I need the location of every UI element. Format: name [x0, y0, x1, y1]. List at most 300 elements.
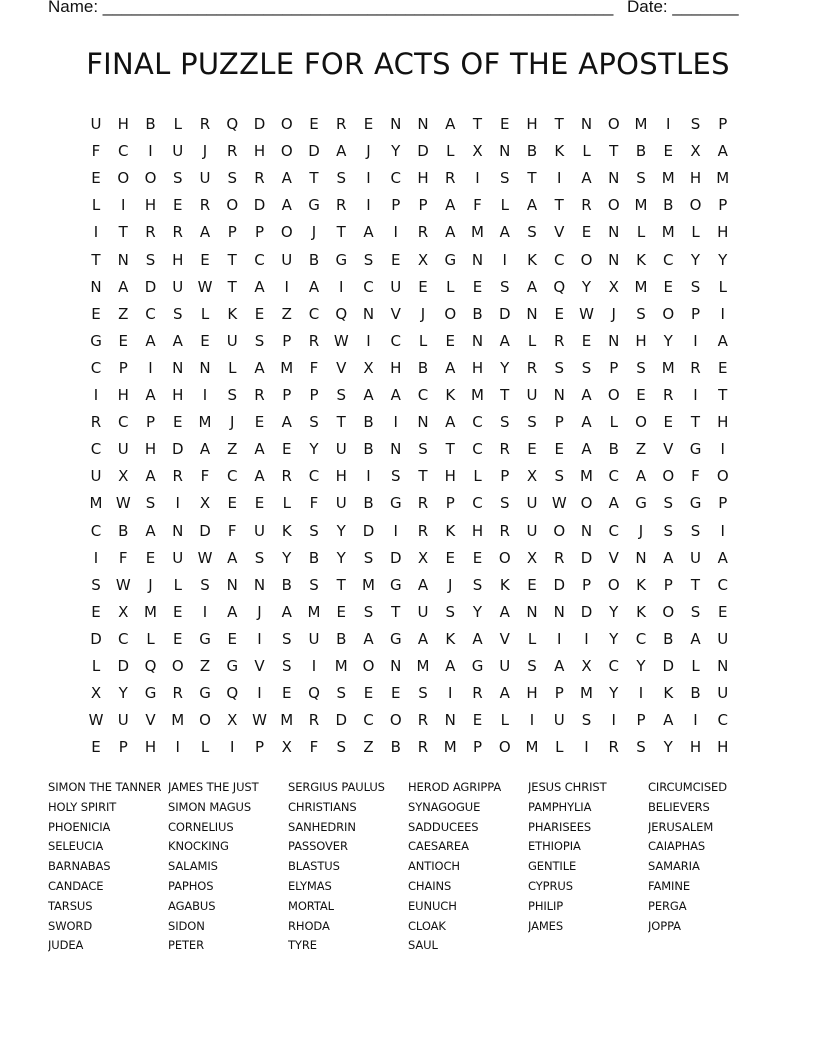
grid-letter[interactable]: A — [363, 629, 374, 648]
grid-letter[interactable]: U — [226, 331, 238, 350]
grid-letter[interactable]: Y — [609, 629, 619, 648]
grid-letter[interactable]: S — [472, 575, 483, 594]
grid-letter[interactable]: E — [173, 196, 183, 215]
grid-letter[interactable]: G — [335, 250, 348, 269]
grid-letter[interactable]: N — [553, 386, 565, 404]
grid-letter[interactable]: E — [173, 602, 183, 621]
grid-letter[interactable]: F — [91, 142, 101, 161]
grid-letter[interactable]: W — [333, 331, 349, 350]
grid-letter[interactable]: S — [663, 494, 674, 513]
grid-letter[interactable]: H — [144, 738, 157, 757]
grid-letter[interactable]: I — [175, 494, 180, 513]
grid-letter[interactable]: S — [309, 413, 319, 432]
grid-letter[interactable]: S — [200, 575, 210, 594]
grid-letter[interactable]: D — [389, 548, 402, 567]
grid-letter[interactable]: Y — [472, 602, 483, 621]
grid-letter[interactable]: O — [580, 494, 593, 513]
grid-letter[interactable]: J — [202, 142, 208, 161]
grid-letter[interactable]: U — [308, 629, 320, 648]
grid-letter[interactable]: E — [554, 304, 564, 323]
grid-letter[interactable]: N — [526, 602, 538, 621]
grid-letter[interactable]: S — [527, 223, 537, 242]
grid-letter[interactable]: A — [118, 277, 129, 296]
grid-letter[interactable]: X — [472, 142, 483, 161]
grid-letter[interactable]: I — [339, 277, 344, 296]
grid-letter[interactable]: D — [580, 548, 593, 567]
grid-letter[interactable]: O — [580, 250, 593, 269]
grid-letter[interactable]: I — [366, 169, 371, 188]
grid-letter[interactable]: L — [691, 657, 700, 675]
grid-letter[interactable]: D — [553, 575, 566, 594]
grid-letter[interactable]: R — [308, 711, 320, 730]
grid-letter[interactable]: L — [636, 223, 646, 242]
grid-letter[interactable]: R — [554, 331, 565, 350]
grid-letter[interactable]: N — [117, 250, 129, 269]
grid-letter[interactable]: B — [308, 250, 320, 269]
grid-letter[interactable]: Y — [609, 602, 619, 621]
grid-letter[interactable]: A — [308, 277, 320, 296]
grid-letter[interactable]: E — [282, 684, 292, 703]
grid-letter[interactable]: M — [634, 196, 648, 215]
grid-letter[interactable]: A — [145, 467, 156, 486]
grid-letter[interactable]: B — [608, 440, 619, 459]
grid-letter[interactable]: U — [335, 494, 347, 513]
grid-letter[interactable]: R — [172, 223, 183, 242]
grid-letter[interactable]: S — [554, 358, 565, 377]
grid-letter[interactable]: A — [145, 331, 156, 350]
grid-letter[interactable]: W — [252, 711, 267, 730]
grid-letter[interactable]: I — [720, 440, 725, 459]
grid-letter[interactable]: H — [144, 196, 157, 215]
grid-letter[interactable]: S — [281, 657, 292, 675]
grid-letter[interactable]: E — [527, 440, 537, 459]
grid-letter[interactable]: S — [390, 467, 401, 486]
grid-letter[interactable]: T — [336, 413, 346, 432]
grid-letter[interactable]: L — [555, 738, 564, 757]
grid-letter[interactable]: C — [554, 250, 565, 269]
grid-letter[interactable]: N — [253, 575, 266, 594]
grid-letter[interactable]: S — [227, 169, 238, 188]
grid-letter[interactable]: G — [308, 196, 320, 215]
grid-letter[interactable]: E — [254, 494, 265, 513]
grid-letter[interactable]: P — [609, 358, 619, 377]
grid-letter[interactable]: R — [199, 196, 211, 215]
grid-letter[interactable]: D — [308, 142, 320, 161]
grid-letter[interactable]: Q — [308, 684, 320, 703]
grid-letter[interactable]: I — [393, 413, 398, 432]
grid-letter[interactable]: L — [228, 358, 237, 377]
grid-letter[interactable]: S — [418, 684, 428, 703]
grid-letter[interactable]: U — [717, 684, 729, 703]
grid-letter[interactable]: V — [145, 711, 156, 730]
grid-letter[interactable]: R — [472, 684, 483, 703]
grid-letter[interactable]: E — [145, 548, 156, 567]
grid-letter[interactable]: N — [226, 575, 238, 594]
grid-letter[interactable]: G — [471, 657, 484, 675]
grid-letter[interactable]: O — [498, 738, 511, 757]
grid-letter[interactable]: E — [227, 494, 237, 513]
grid-letter[interactable]: I — [366, 196, 371, 215]
grid-letter[interactable]: D — [498, 304, 511, 323]
grid-letter[interactable]: E — [391, 250, 401, 269]
grid-letter[interactable]: U — [553, 711, 565, 730]
grid-letter[interactable]: A — [581, 413, 592, 432]
grid-letter[interactable]: A — [363, 386, 374, 404]
grid-letter[interactable]: E — [663, 277, 673, 296]
grid-letter[interactable]: M — [171, 711, 185, 730]
grid-letter[interactable]: T — [554, 196, 564, 215]
grid-letter[interactable]: E — [554, 440, 564, 459]
grid-letter[interactable]: D — [171, 440, 184, 459]
grid-letter[interactable]: C — [472, 413, 483, 432]
grid-letter[interactable]: R — [254, 169, 265, 188]
grid-letter[interactable]: O — [498, 548, 511, 567]
grid-letter[interactable]: P — [554, 413, 564, 432]
grid-letter[interactable]: O — [716, 467, 729, 486]
grid-letter[interactable]: C — [472, 440, 483, 459]
grid-letter[interactable]: E — [418, 277, 428, 296]
grid-letter[interactable]: Y — [690, 250, 701, 269]
grid-letter[interactable]: C — [90, 440, 102, 459]
grid-letter[interactable]: L — [418, 331, 428, 350]
grid-letter[interactable]: M — [280, 358, 294, 377]
grid-letter[interactable]: P — [118, 358, 128, 377]
grid-letter[interactable]: B — [663, 629, 674, 648]
grid-letter[interactable]: G — [444, 250, 457, 269]
grid-letter[interactable]: O — [226, 196, 239, 215]
grid-letter[interactable]: B — [308, 548, 320, 567]
grid-letter[interactable]: I — [502, 250, 507, 269]
grid-letter[interactable]: T — [418, 467, 428, 486]
grid-letter[interactable]: O — [444, 304, 457, 323]
grid-letter[interactable]: A — [581, 386, 592, 404]
grid-letter[interactable]: T — [690, 575, 701, 594]
grid-letter[interactable]: E — [91, 738, 101, 757]
grid-letter[interactable]: U — [172, 548, 184, 567]
grid-letter[interactable]: I — [202, 386, 208, 404]
grid-letter[interactable]: J — [311, 223, 317, 242]
grid-letter[interactable]: S — [254, 331, 265, 350]
grid-letter[interactable]: N — [553, 602, 565, 621]
grid-letter[interactable]: I — [257, 684, 262, 703]
grid-letter[interactable]: J — [638, 521, 644, 540]
grid-letter[interactable]: M — [661, 223, 675, 242]
grid-letter[interactable]: H — [444, 467, 456, 486]
grid-letter[interactable]: Y — [500, 358, 510, 377]
grid-letter[interactable]: Z — [281, 304, 292, 323]
grid-letter[interactable]: I — [693, 331, 698, 350]
grid-letter[interactable]: H — [526, 684, 538, 703]
grid-letter[interactable]: S — [554, 467, 565, 486]
grid-letter[interactable]: M — [634, 115, 648, 133]
grid-letter[interactable]: R — [308, 331, 320, 350]
grid-letter[interactable]: L — [446, 142, 455, 161]
grid-letter[interactable]: A — [281, 413, 292, 432]
grid-letter[interactable]: E — [718, 602, 728, 621]
grid-letter[interactable]: I — [366, 331, 371, 350]
grid-letter[interactable]: R — [608, 738, 619, 757]
grid-letter[interactable]: C — [417, 386, 429, 404]
grid-letter[interactable]: P — [718, 115, 728, 133]
grid-letter[interactable]: A — [445, 358, 456, 377]
grid-letter[interactable]: K — [445, 629, 456, 648]
grid-letter[interactable]: A — [254, 440, 265, 459]
grid-letter[interactable]: D — [362, 521, 375, 540]
grid-letter[interactable]: N — [417, 115, 429, 133]
grid-letter[interactable]: I — [284, 277, 289, 296]
grid-letter[interactable]: S — [363, 548, 374, 567]
grid-letter[interactable]: S — [527, 657, 537, 675]
grid-letter[interactable]: X — [118, 602, 129, 621]
grid-letter[interactable]: U — [117, 711, 129, 730]
grid-letter[interactable]: F — [473, 196, 482, 215]
grid-letter[interactable]: A — [145, 521, 156, 540]
grid-letter[interactable]: I — [638, 684, 644, 703]
grid-letter[interactable]: U — [526, 521, 538, 540]
grid-letter[interactable]: R — [417, 521, 429, 540]
grid-letter[interactable]: P — [118, 738, 128, 757]
grid-letter[interactable]: E — [472, 711, 483, 730]
grid-letter[interactable]: X — [281, 738, 292, 757]
grid-letter[interactable]: N — [417, 413, 429, 432]
grid-letter[interactable]: I — [584, 629, 589, 648]
grid-letter[interactable]: Y — [718, 250, 728, 269]
grid-letter[interactable]: H — [117, 386, 129, 404]
grid-letter[interactable]: R — [499, 440, 510, 459]
grid-letter[interactable]: P — [391, 196, 401, 215]
grid-letter[interactable]: B — [417, 358, 429, 377]
grid-letter[interactable]: L — [146, 629, 155, 648]
grid-letter[interactable]: C — [227, 467, 238, 486]
grid-letter[interactable]: Y — [581, 277, 592, 296]
grid-letter[interactable]: L — [473, 467, 482, 486]
grid-letter[interactable]: S — [418, 440, 428, 459]
grid-letter[interactable]: R — [254, 386, 265, 404]
grid-letter[interactable]: C — [118, 413, 129, 432]
grid-letter[interactable]: P — [663, 575, 673, 594]
grid-letter[interactable]: E — [363, 115, 374, 133]
grid-letter[interactable]: M — [471, 223, 484, 242]
grid-letter[interactable]: N — [199, 358, 211, 377]
grid-letter[interactable]: J — [611, 304, 616, 323]
grid-letter[interactable]: E — [581, 223, 592, 242]
grid-letter[interactable]: K — [445, 521, 456, 540]
grid-letter[interactable]: S — [690, 277, 701, 296]
grid-letter[interactable]: H — [689, 738, 702, 757]
grid-letter[interactable]: C — [717, 575, 728, 594]
grid-letter[interactable]: N — [580, 115, 593, 133]
grid-letter[interactable]: H — [390, 358, 402, 377]
grid-letter[interactable]: I — [393, 223, 398, 242]
grid-letter[interactable]: R — [172, 467, 183, 486]
grid-letter[interactable]: C — [90, 521, 102, 540]
grid-letter[interactable]: B — [472, 304, 483, 323]
grid-letter[interactable]: Z — [635, 440, 647, 459]
grid-letter[interactable]: R — [417, 494, 429, 513]
grid-letter[interactable]: H — [689, 169, 702, 188]
grid-letter[interactable]: E — [391, 684, 401, 703]
grid-letter[interactable]: A — [472, 629, 483, 648]
grid-letter[interactable]: T — [91, 250, 101, 269]
grid-letter[interactable]: L — [609, 413, 618, 432]
grid-letter[interactable]: I — [393, 521, 398, 540]
grid-letter[interactable]: E — [445, 548, 455, 567]
grid-letter[interactable]: B — [363, 494, 374, 513]
grid-letter[interactable]: A — [581, 440, 592, 459]
grid-letter[interactable]: W — [197, 548, 213, 567]
grid-letter[interactable]: S — [336, 684, 347, 703]
grid-letter[interactable]: N — [390, 657, 402, 675]
grid-letter[interactable]: L — [91, 196, 101, 215]
grid-letter[interactable]: V — [336, 358, 347, 377]
grid-letter[interactable]: C — [608, 657, 619, 675]
grid-letter[interactable]: T — [718, 386, 728, 404]
grid-letter[interactable]: N — [471, 250, 484, 269]
grid-letter[interactable]: E — [472, 277, 483, 296]
grid-letter[interactable]: B — [663, 196, 674, 215]
grid-letter[interactable]: W — [115, 575, 131, 594]
grid-letter[interactable]: X — [608, 277, 619, 296]
grid-letter[interactable]: M — [362, 575, 375, 594]
grid-letter[interactable]: A — [663, 548, 674, 567]
grid-letter[interactable]: U — [717, 629, 729, 648]
grid-letter[interactable]: H — [172, 250, 184, 269]
grid-letter[interactable]: U — [254, 521, 265, 540]
grid-letter[interactable]: I — [666, 115, 671, 133]
grid-letter[interactable]: A — [417, 575, 429, 594]
grid-letter[interactable]: E — [663, 142, 673, 161]
grid-letter[interactable]: N — [608, 250, 620, 269]
grid-letter[interactable]: T — [500, 386, 510, 404]
grid-letter[interactable]: A — [554, 657, 565, 675]
grid-letter[interactable]: T — [118, 223, 128, 242]
grid-letter[interactable]: L — [500, 196, 509, 215]
grid-letter[interactable]: I — [93, 548, 99, 567]
grid-letter[interactable]: B — [118, 521, 129, 540]
grid-letter[interactable]: P — [145, 413, 156, 432]
grid-letter[interactable]: R — [172, 684, 183, 703]
grid-letter[interactable]: W — [197, 277, 213, 296]
grid-letter[interactable]: C — [363, 277, 374, 296]
grid-letter[interactable]: C — [308, 304, 320, 323]
grid-letter[interactable]: C — [145, 304, 156, 323]
grid-letter[interactable]: R — [417, 738, 429, 757]
grid-letter[interactable]: P — [254, 223, 265, 242]
grid-letter[interactable]: L — [200, 304, 210, 323]
grid-letter[interactable]: A — [635, 467, 647, 486]
grid-letter[interactable]: E — [200, 250, 210, 269]
grid-letter[interactable]: I — [311, 657, 317, 675]
grid-letter[interactable]: R — [281, 467, 292, 486]
grid-letter[interactable]: A — [499, 223, 510, 242]
grid-letter[interactable]: S — [91, 575, 101, 594]
grid-letter[interactable]: S — [636, 358, 646, 377]
grid-letter[interactable]: R — [554, 548, 565, 567]
grid-letter[interactable]: A — [445, 115, 456, 133]
grid-letter[interactable]: M — [334, 657, 348, 675]
grid-letter[interactable]: F — [691, 467, 700, 486]
grid-letter[interactable]: A — [717, 331, 728, 350]
grid-letter[interactable]: T — [472, 115, 483, 133]
grid-letter[interactable]: M — [716, 169, 730, 188]
grid-letter[interactable]: I — [230, 738, 235, 757]
grid-letter[interactable]: D — [90, 629, 102, 648]
grid-letter[interactable]: H — [417, 169, 429, 188]
grid-letter[interactable]: A — [526, 196, 538, 215]
grid-letter[interactable]: J — [230, 413, 235, 432]
grid-letter[interactable]: A — [363, 223, 374, 242]
grid-letter[interactable]: C — [90, 358, 102, 377]
grid-letter[interactable]: A — [199, 223, 211, 242]
grid-letter[interactable]: S — [281, 629, 292, 648]
grid-letter[interactable]: A — [526, 277, 538, 296]
grid-letter[interactable]: H — [635, 331, 647, 350]
grid-letter[interactable]: A — [663, 711, 674, 730]
grid-letter[interactable]: N — [90, 277, 102, 296]
grid-letter[interactable]: T — [609, 142, 619, 161]
grid-letter[interactable]: R — [145, 223, 156, 242]
grid-letter[interactable]: F — [309, 358, 319, 377]
grid-letter[interactable]: M — [471, 386, 484, 404]
grid-letter[interactable]: I — [93, 223, 99, 242]
grid-letter[interactable]: O — [662, 304, 675, 323]
grid-letter[interactable]: R — [227, 142, 238, 161]
grid-letter[interactable]: I — [257, 629, 262, 648]
grid-letter[interactable]: O — [662, 602, 675, 621]
grid-letter[interactable]: N — [608, 169, 620, 188]
grid-letter[interactable]: F — [309, 494, 319, 513]
grid-letter[interactable]: Z — [363, 738, 374, 757]
grid-letter[interactable]: Y — [663, 331, 673, 350]
grid-letter[interactable]: I — [693, 711, 698, 730]
grid-letter[interactable]: E — [500, 115, 510, 133]
grid-letter[interactable]: G — [689, 494, 702, 513]
grid-letter[interactable]: C — [308, 467, 320, 486]
grid-letter[interactable]: U — [417, 602, 429, 621]
grid-letter[interactable]: K — [663, 684, 674, 703]
grid-letter[interactable]: H — [117, 115, 129, 133]
grid-letter[interactable]: N — [635, 548, 647, 567]
grid-letter[interactable]: L — [527, 331, 537, 350]
grid-letter[interactable]: N — [717, 657, 729, 675]
grid-letter[interactable]: X — [363, 358, 374, 377]
grid-letter[interactable]: A — [499, 331, 510, 350]
grid-letter[interactable]: S — [636, 738, 646, 757]
grid-letter[interactable]: Y — [336, 521, 346, 540]
grid-letter[interactable]: I — [693, 386, 698, 404]
grid-letter[interactable]: D — [253, 115, 266, 133]
grid-letter[interactable]: S — [227, 386, 238, 404]
grid-letter[interactable]: J — [448, 575, 453, 594]
grid-letter[interactable]: N — [499, 142, 511, 161]
grid-letter[interactable]: W — [115, 494, 131, 513]
grid-letter[interactable]: T — [336, 575, 346, 594]
grid-letter[interactable]: X — [227, 711, 238, 730]
grid-letter[interactable]: O — [607, 386, 620, 404]
grid-letter[interactable]: J — [257, 602, 262, 621]
grid-letter[interactable]: E — [472, 548, 483, 567]
grid-letter[interactable]: N — [390, 115, 402, 133]
grid-letter[interactable]: W — [579, 304, 594, 323]
grid-letter[interactable]: R — [199, 115, 211, 133]
grid-letter[interactable]: G — [635, 494, 647, 513]
grid-letter[interactable]: P — [581, 575, 592, 594]
grid-letter[interactable]: F — [309, 738, 319, 757]
grid-letter[interactable]: P — [718, 196, 728, 215]
grid-letter[interactable]: L — [500, 711, 509, 730]
grid-letter[interactable]: R — [499, 521, 510, 540]
grid-letter[interactable]: O — [144, 169, 157, 188]
